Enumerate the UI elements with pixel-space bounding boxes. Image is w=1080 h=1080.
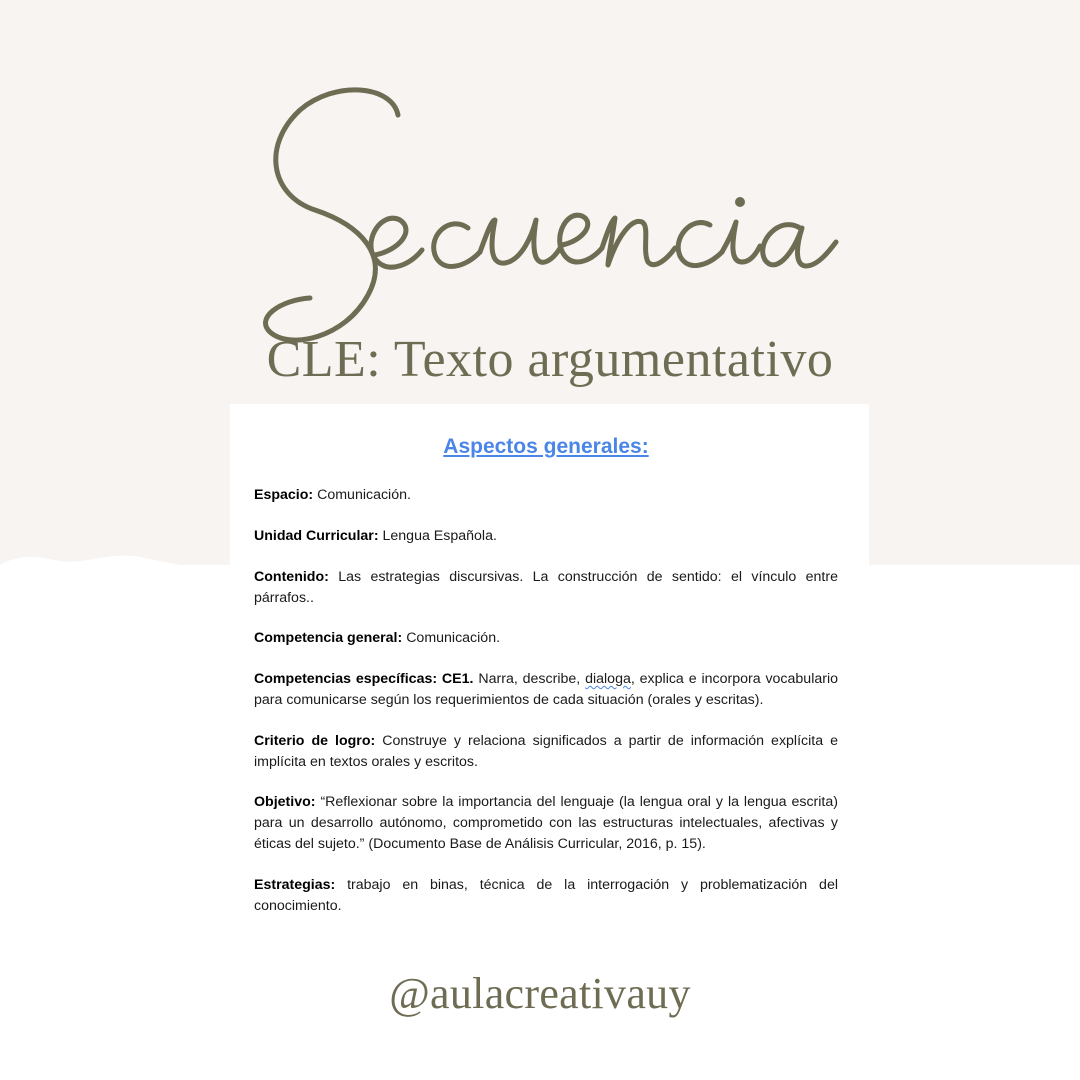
spellcheck-flagged-word: dialoga: [585, 671, 631, 688]
field-label: Competencias específicas: CE1.: [254, 671, 474, 688]
field-text: Construye y relaciona significados a partir de información explícita e implícita en textos orales y escritos.: [254, 732, 838, 770]
field-text: trabajo en binas, técnica de la interrogación y problematización del conocimiento.: [254, 876, 838, 914]
field-text: Las estrategias discursivas. La construcción de sentido: el vínculo entre párrafos..: [254, 568, 838, 606]
script-title-lettering: [240, 70, 860, 370]
field-label: Espacio:: [254, 487, 314, 504]
document-heading: Aspectos generales:: [443, 435, 649, 458]
field-contenido: [254, 567, 838, 609]
field-competencias-especificas: [254, 669, 838, 711]
field-criterio-de-logro: [254, 731, 838, 773]
document-card: [230, 404, 869, 970]
field-label: Contenido:: [254, 568, 329, 585]
field-estrategias: [254, 875, 838, 917]
field-text: “Reflexionar sobre la importancia del lenguaje (la lengua oral y la lengua escrita) para un desarrollo autónomo, comprometido con las estructuras intelectuales, afectivas y éticas del sujeto.” (Documento Base de Análisis Curricular, 2016, p. 15).: [254, 794, 838, 852]
field-text-after: , explica e incorpora vocabulario para comunicarse según los requerimientos de cada situación (orales y escritas).: [254, 671, 839, 708]
field-text: Lengua Española.: [382, 527, 497, 544]
field-text: Comunicación.: [317, 487, 411, 504]
subtitle: CLE: Texto argumentativo: [266, 331, 834, 388]
field-competencia-general: [254, 628, 838, 649]
field-unidad-curricular: [254, 526, 838, 547]
field-label: Competencia general:: [254, 630, 403, 647]
script-title: [240, 70, 860, 370]
field-objetivo: [254, 792, 838, 854]
social-handle: @aulacreativauy: [389, 969, 691, 1018]
field-label: Unidad Curricular:: [254, 527, 379, 544]
field-label: Criterio de logro:: [254, 732, 376, 749]
field-label: Objetivo:: [254, 794, 316, 811]
field-text-before: Narra, describe,: [478, 671, 581, 688]
field-text: Comunicación.: [406, 630, 501, 647]
field-label: Estrategias:: [254, 876, 336, 893]
field-espacio: [254, 485, 838, 506]
